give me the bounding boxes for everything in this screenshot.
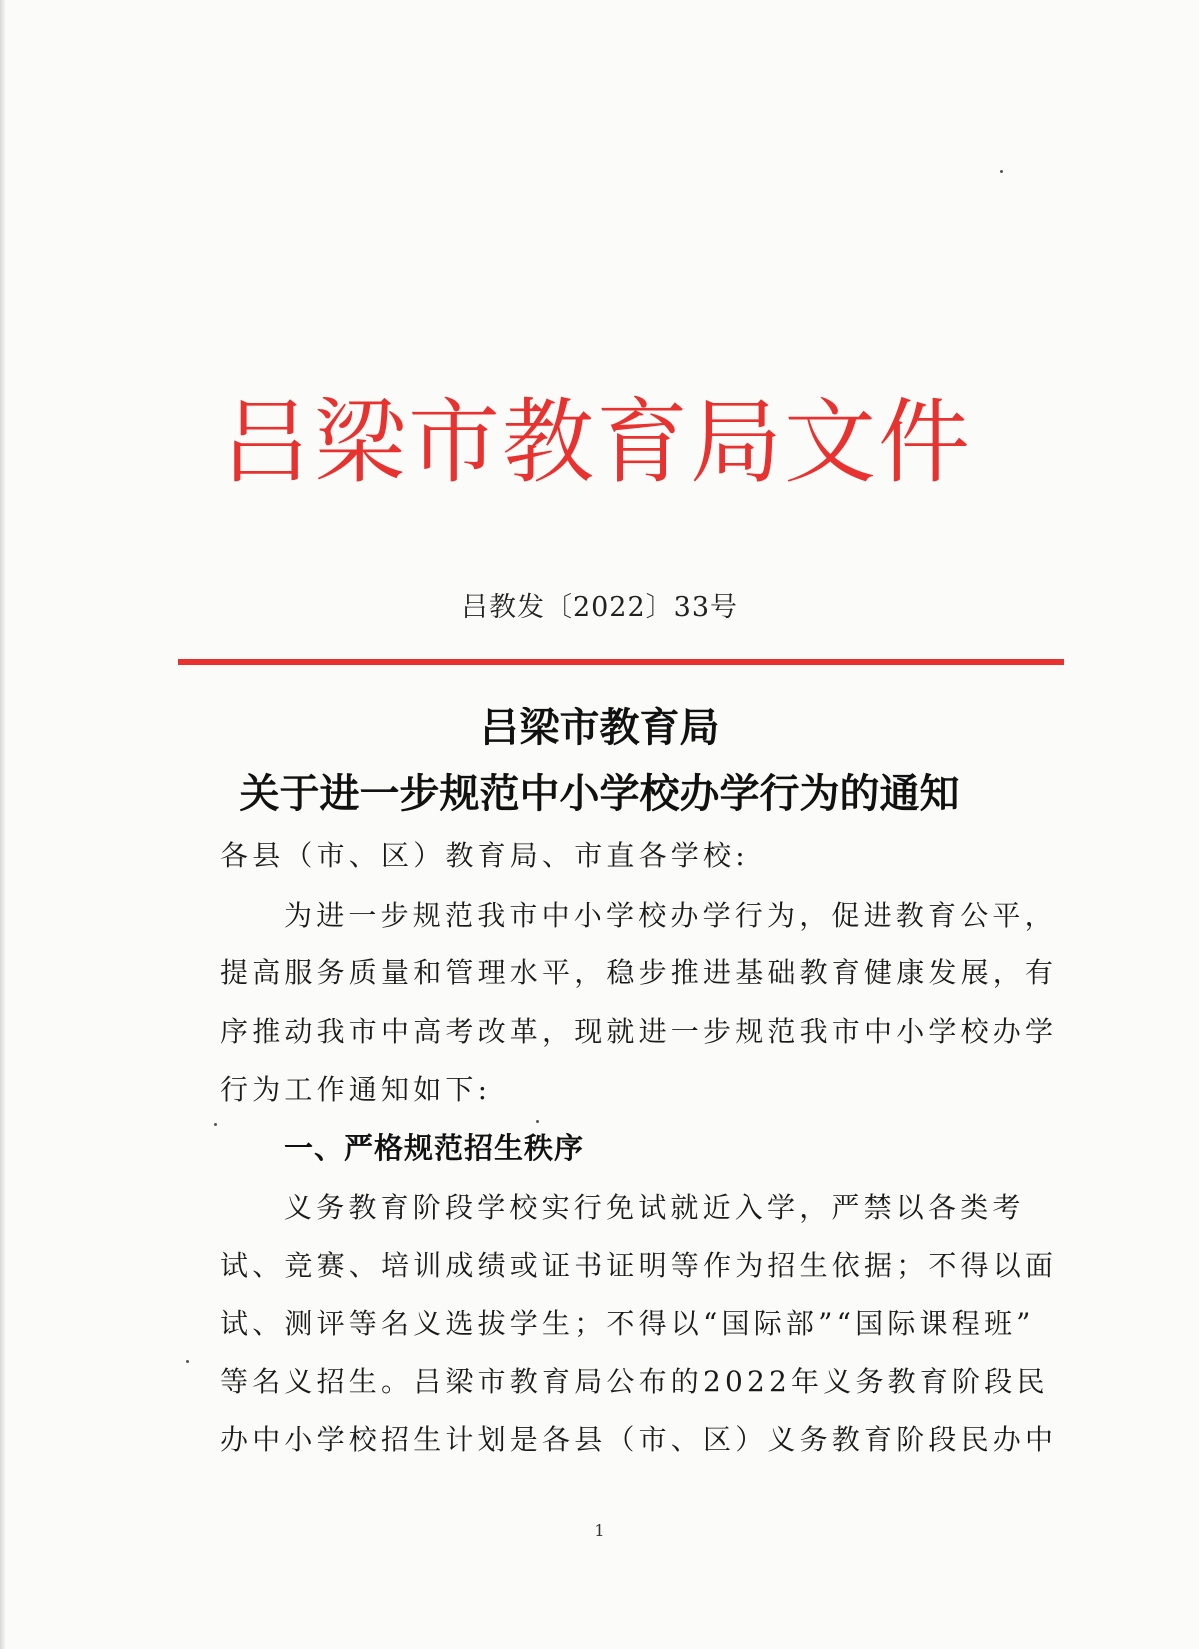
scan-edge-shadow (0, 0, 6, 1649)
scan-speck (214, 1123, 217, 1126)
scan-speck (186, 1360, 189, 1363)
scan-speck (1000, 170, 1003, 173)
intro-line-4: 行为工作通知如下: (220, 1073, 492, 1106)
section-1-line-2: 试、竞赛、培训成绩或证书证明等作为招生依据；不得以面 (220, 1249, 1058, 1282)
section-1-line-1: 义务教育阶段学校实行免试就近入学，严禁以各类考 (284, 1191, 1025, 1224)
page-number: 1 (594, 1521, 605, 1540)
intro-line-3: 序推动我市中高考改革，现就进一步规范我市中小学校办学 (220, 1015, 1058, 1048)
section-1-line-5: 办中小学校招生计划是各县（市、区）义务教育阶段民办中 (220, 1423, 1058, 1456)
document-number: 吕教发〔2022〕33号 (460, 592, 739, 623)
notice-title-line-1: 吕梁市教育局 (479, 705, 720, 751)
issuer-header-title: 吕梁市教育局文件 (220, 389, 973, 496)
red-divider-line (178, 659, 1064, 665)
section-1-line-3: 试、测评等名义选拔学生；不得以“国际部”“国际课程班” (220, 1307, 1035, 1340)
scan-speck (536, 1120, 539, 1123)
section-1-line-4: 等名义招生。吕梁市教育局公布的2022年义务教育阶段民 (220, 1365, 1049, 1398)
section-1-heading: 一、严格规范招生秩序 (284, 1131, 585, 1165)
notice-title-line-2: 关于进一步规范中小学校办学行为的通知 (239, 771, 960, 817)
intro-line-2: 提高服务质量和管理水平，稳步推进基础教育健康发展，有 (220, 956, 1058, 989)
salutation: 各县（市、区）教育局、市直各学校: (220, 839, 749, 872)
intro-line-1: 为进一步规范我市中小学校办学行为，促进教育公平， (284, 899, 1057, 932)
